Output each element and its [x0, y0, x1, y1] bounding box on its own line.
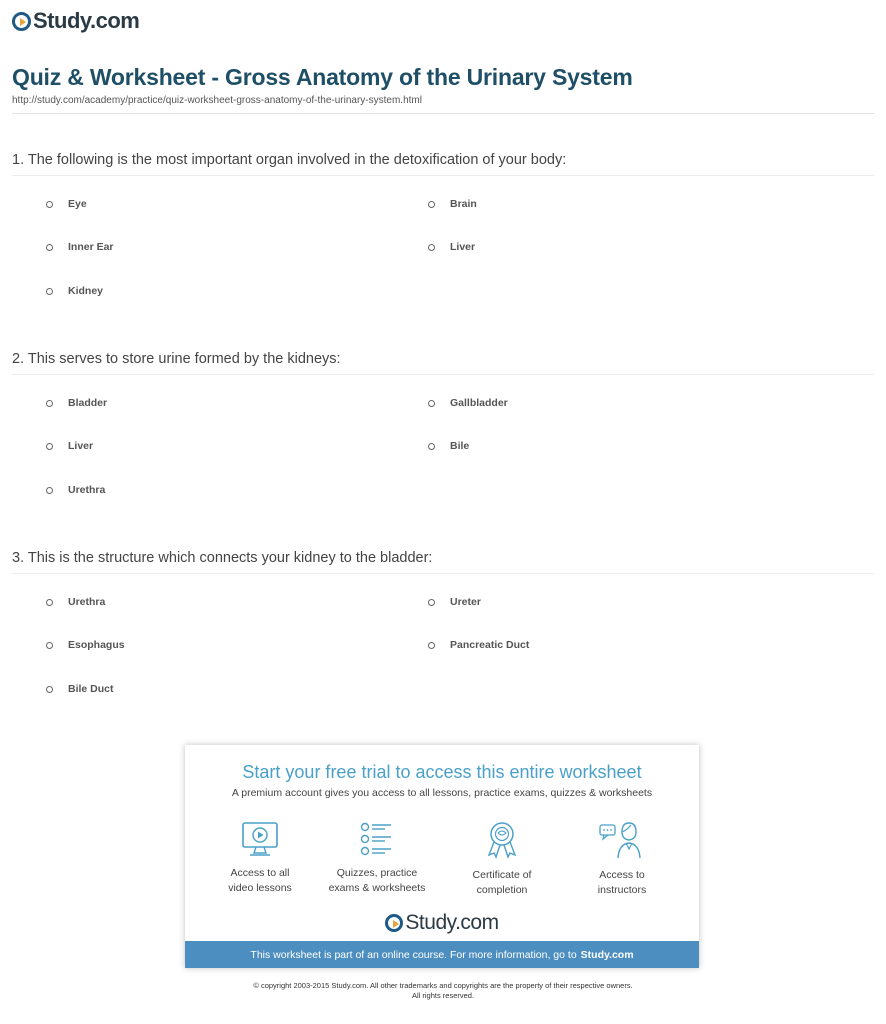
- radio-button[interactable]: [46, 642, 53, 649]
- promo-subheadline: A premium account gives you access to all lessons, practice exams, quizzes & worksheets: [231, 787, 653, 799]
- question-2: [12, 351, 874, 505]
- answer-option[interactable]: [46, 484, 105, 496]
- option-label: Urethra: [68, 596, 106, 608]
- feature-label-line2: video lessons: [228, 882, 292, 894]
- certificate-ribbon-icon: [482, 820, 522, 860]
- feature-label-line2: instructors: [597, 884, 647, 896]
- option-label: Pancreatic Duct: [450, 639, 530, 651]
- promo-study-logo[interactable]: [185, 911, 699, 935]
- radio-button[interactable]: [46, 288, 53, 295]
- play-logo-icon: [385, 914, 403, 932]
- feature-quizzes: [317, 820, 437, 896]
- feature-certificate: [442, 820, 562, 898]
- radio-button[interactable]: [428, 400, 435, 407]
- answer-options: [12, 574, 874, 704]
- question-text: 1. The following is the most important organ involved in the detoxification of your body:: [12, 152, 874, 176]
- feature-label-line1: Certificate of: [472, 869, 532, 881]
- copyright-line: © copyright 2003-2015 Study.com. All other trademarks and copyrights are the property of their respective owners.: [253, 981, 633, 990]
- answer-option[interactable]: [46, 397, 107, 409]
- play-logo-icon: [12, 12, 31, 31]
- feature-label-line2: exams & worksheets: [328, 882, 426, 894]
- promo-headline[interactable]: Start your free trial to access this entire worksheet: [242, 762, 642, 782]
- answer-option[interactable]: [46, 198, 87, 210]
- answer-option[interactable]: [428, 198, 477, 210]
- answer-option[interactable]: [46, 596, 105, 608]
- radio-button[interactable]: [428, 201, 435, 208]
- page-url: http://study.com/academy/practice/quiz-worksheet-gross-anatomy-of-the-urinary-system.html: [12, 95, 422, 106]
- page-title: Quiz & Worksheet - Gross Anatomy of the Urinary System: [12, 64, 633, 90]
- answer-option[interactable]: [428, 639, 529, 651]
- radio-button[interactable]: [428, 642, 435, 649]
- answer-option[interactable]: [46, 639, 125, 651]
- radio-button[interactable]: [46, 400, 53, 407]
- answer-option[interactable]: [46, 440, 93, 452]
- feature-label-line1: Access to all: [230, 867, 290, 879]
- option-label: Bladder: [68, 397, 108, 409]
- answer-option[interactable]: [46, 683, 114, 695]
- checklist-icon: [357, 820, 397, 858]
- answer-option[interactable]: [428, 241, 475, 253]
- free-trial-promo: [185, 745, 699, 968]
- radio-button[interactable]: [46, 686, 53, 693]
- option-label: Eye: [68, 198, 87, 210]
- radio-button[interactable]: [428, 443, 435, 450]
- radio-button[interactable]: [46, 443, 53, 450]
- question-3: [12, 550, 874, 704]
- radio-button[interactable]: [428, 244, 435, 251]
- study-link[interactable]: Study.com: [580, 948, 634, 961]
- video-monitor-icon: [240, 820, 280, 858]
- option-label: Liver: [450, 241, 476, 253]
- logo-text: Study.com: [405, 911, 499, 934]
- option-label: Inner Ear: [68, 241, 114, 253]
- question-text: 3. This is the structure which connects your kidney to the bladder:: [12, 550, 874, 574]
- radio-button[interactable]: [46, 201, 53, 208]
- option-label: Gallbladder: [450, 397, 508, 409]
- radio-button[interactable]: [46, 599, 53, 606]
- feature-label-line1: Access to: [599, 869, 645, 881]
- logo-text: Study.com: [33, 8, 140, 33]
- study-logo[interactable]: [12, 8, 139, 34]
- feature-video-lessons: [200, 820, 320, 896]
- answer-option[interactable]: [46, 241, 114, 253]
- option-label: Kidney: [68, 285, 104, 297]
- option-label: Esophagus: [68, 639, 125, 651]
- radio-button[interactable]: [46, 487, 53, 494]
- option-label: Urethra: [68, 484, 106, 496]
- answer-option[interactable]: [428, 397, 508, 409]
- option-label: Brain: [450, 198, 477, 210]
- feature-instructors: [562, 820, 682, 898]
- answer-options: [12, 176, 874, 306]
- option-label: Ureter: [450, 596, 481, 608]
- option-label: Bile Duct: [68, 683, 114, 695]
- question-1: [12, 152, 874, 306]
- feature-label-line1: Quizzes, practice: [336, 867, 418, 879]
- radio-button[interactable]: [46, 244, 53, 251]
- course-info-text: This worksheet is part of an online course. For more information, go to: [250, 948, 577, 961]
- answer-options: [12, 375, 874, 505]
- instructor-chat-icon: [598, 820, 646, 860]
- option-label: Liver: [68, 440, 94, 452]
- answer-option[interactable]: [46, 285, 103, 297]
- feature-label-line2: completion: [476, 884, 528, 896]
- header-divider: [12, 113, 874, 114]
- copyright-line: All rights reserved.: [411, 991, 475, 1000]
- answer-option[interactable]: [428, 440, 469, 452]
- copyright-notice: [0, 981, 886, 1001]
- option-label: Bile: [450, 440, 470, 452]
- radio-button[interactable]: [428, 599, 435, 606]
- course-info-bar: [185, 941, 699, 968]
- answer-option[interactable]: [428, 596, 481, 608]
- question-text: 2. This serves to store urine formed by the kidneys:: [12, 351, 874, 375]
